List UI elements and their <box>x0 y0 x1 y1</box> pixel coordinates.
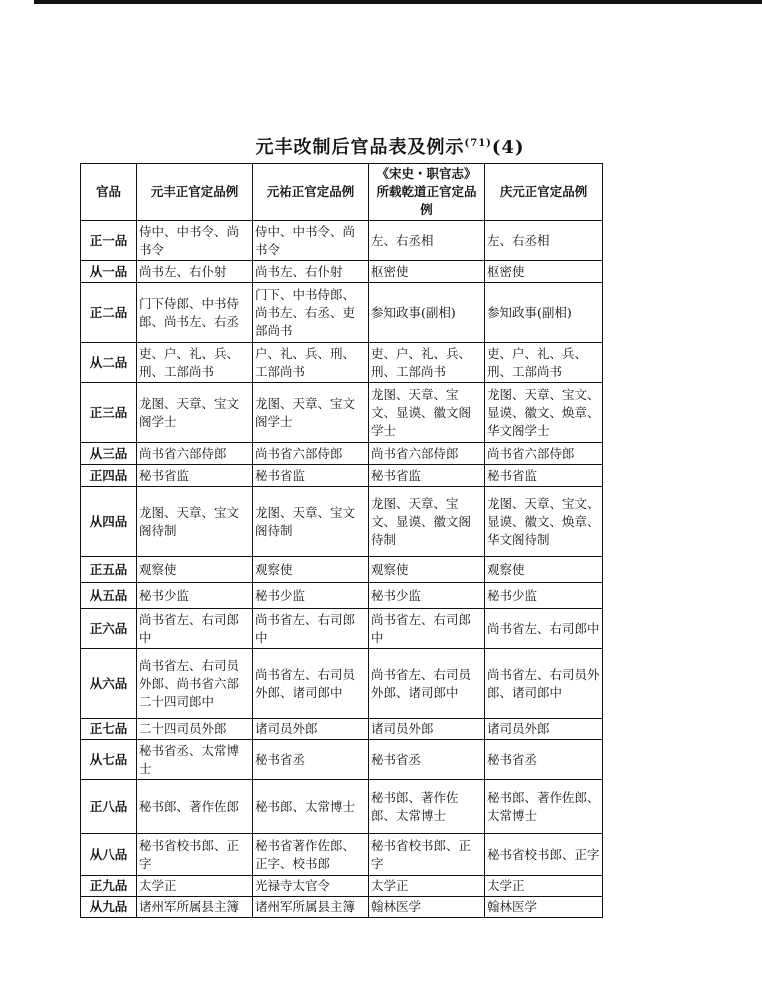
example-cell: 龙图、天章、宝文阁待制 <box>137 487 253 557</box>
example-cell: 秘书省丞 <box>369 740 485 780</box>
table-title <box>160 133 620 159</box>
official-rank-table <box>80 163 603 918</box>
example-cell: 龙图、天章、宝文阁学士 <box>137 383 253 443</box>
table-row <box>81 443 603 465</box>
example-cell: 尚书左、右仆射 <box>253 261 369 283</box>
rank-cell: 从七品 <box>81 740 137 780</box>
example-cell: 参知政事(副相) <box>485 283 603 343</box>
example-cell: 观察使 <box>137 557 253 583</box>
table-row <box>81 609 603 649</box>
example-cell: 秘书省校书郎、正字 <box>485 834 603 876</box>
example-cell: 秘书省校书郎、正字 <box>137 834 253 876</box>
title-footnote: (71) <box>464 138 492 149</box>
example-cell: 尚书左、右仆射 <box>137 261 253 283</box>
example-cell: 秘书郎、著作佐郎、太常博士 <box>485 780 603 834</box>
example-cell: 尚书省左、右司员外郎、诸司郎中 <box>485 649 603 719</box>
rank-cell: 正七品 <box>81 719 137 740</box>
example-cell: 观察使 <box>369 557 485 583</box>
rank-cell: 正六品 <box>81 609 137 649</box>
table-row <box>81 780 603 834</box>
rank-cell: 从五品 <box>81 583 137 609</box>
table-row <box>81 557 603 583</box>
example-cell: 太学正 <box>485 876 603 897</box>
example-cell: 太学正 <box>137 876 253 897</box>
rank-cell: 从六品 <box>81 649 137 719</box>
rank-cell: 从九品 <box>81 897 137 918</box>
rank-cell: 从三品 <box>81 443 137 465</box>
example-cell: 秘书省监 <box>253 465 369 487</box>
example-cell: 秘书省监 <box>369 465 485 487</box>
table-row <box>81 719 603 740</box>
table-row <box>81 834 603 876</box>
example-cell: 二十四司员外郎 <box>137 719 253 740</box>
rank-cell: 从二品 <box>81 343 137 383</box>
example-cell: 秘书郎、太常博士 <box>253 780 369 834</box>
header-qiandao: 《宋史・职官志》所载乾道正官定品例 <box>369 164 485 221</box>
example-cell: 参知政事(副相) <box>369 283 485 343</box>
rank-cell: 正三品 <box>81 383 137 443</box>
example-cell: 秘书省丞、太常博士 <box>137 740 253 780</box>
table-row <box>81 876 603 897</box>
example-cell: 尚书省左、右司员外郎、诸司郎中 <box>369 649 485 719</box>
example-cell: 龙图、天章、宝文阁学士 <box>253 383 369 443</box>
example-cell: 枢密使 <box>369 261 485 283</box>
example-cell: 尚书省左、右司郎中 <box>253 609 369 649</box>
table-row <box>81 221 603 261</box>
example-cell: 翰林医学 <box>369 897 485 918</box>
example-cell: 尚书省左、右司郎中 <box>485 609 603 649</box>
example-cell: 秘书省监 <box>137 465 253 487</box>
example-cell: 秘书少监 <box>485 583 603 609</box>
rank-cell: 正八品 <box>81 780 137 834</box>
example-cell: 户、礼、兵、刑、工部尚书 <box>253 343 369 383</box>
example-cell: 观察使 <box>253 557 369 583</box>
rank-cell: 正五品 <box>81 557 137 583</box>
header-rank: 官品 <box>81 164 137 221</box>
title-text: 元丰改制后官品表及例示 <box>255 137 465 158</box>
header-qingyuan: 庆元正官定品例 <box>485 164 603 221</box>
example-cell: 门下、中书侍郎、尚书左、右丞、吏部尚书 <box>253 283 369 343</box>
example-cell: 诸司员外郎 <box>253 719 369 740</box>
example-cell: 左、右丞相 <box>485 221 603 261</box>
rank-cell: 正一品 <box>81 221 137 261</box>
example-cell: 秘书郎、著作佐郎 <box>137 780 253 834</box>
table-row <box>81 897 603 918</box>
table-body <box>81 221 603 918</box>
rank-cell: 正四品 <box>81 465 137 487</box>
example-cell: 尚书省左、右司郎中 <box>369 609 485 649</box>
example-cell: 吏、户、礼、兵、刑、工部尚书 <box>485 343 603 383</box>
example-cell: 秘书省校书郎、正字 <box>369 834 485 876</box>
example-cell: 龙图、天章、宝文、显谟、徽文阁学士 <box>369 383 485 443</box>
table-row <box>81 465 603 487</box>
example-cell: 秘书少监 <box>253 583 369 609</box>
table-row <box>81 343 603 383</box>
table-row <box>81 283 603 343</box>
example-cell: 尚书省六部侍郎 <box>369 443 485 465</box>
example-cell: 太学正 <box>369 876 485 897</box>
example-cell: 龙图、天章、宝文、显谟、徽文、焕章、华文阁学士 <box>485 383 603 443</box>
header-yuanyou: 元祐正官定品例 <box>253 164 369 221</box>
top-border-line <box>34 0 762 4</box>
table-row <box>81 740 603 780</box>
example-cell: 尚书省六部侍郎 <box>137 443 253 465</box>
example-cell: 秘书省丞 <box>253 740 369 780</box>
example-cell: 秘书省丞 <box>485 740 603 780</box>
example-cell: 尚书省左、右司员外郎、尚书省六部二十四司郎中 <box>137 649 253 719</box>
example-cell: 尚书省左、右司员外郎、诸司郎中 <box>253 649 369 719</box>
example-cell: 秘书郎、著作佐郎、太常博士 <box>369 780 485 834</box>
table-row <box>81 649 603 719</box>
example-cell: 秘书少监 <box>137 583 253 609</box>
example-cell: 龙图、天章、宝文、显谟、徽文、焕章、华文阁待制 <box>485 487 603 557</box>
example-cell: 侍中、中书令、尚书令 <box>253 221 369 261</box>
example-cell: 诸州军所属县主簿 <box>137 897 253 918</box>
example-cell: 诸司员外郎 <box>369 719 485 740</box>
table-header-row <box>81 164 603 221</box>
example-cell: 秘书少监 <box>369 583 485 609</box>
example-cell: 枢密使 <box>485 261 603 283</box>
example-cell: 吏、户、礼、兵、刑、工部尚书 <box>369 343 485 383</box>
title-suffix: (4) <box>491 137 525 158</box>
rank-cell: 正二品 <box>81 283 137 343</box>
example-cell: 尚书省六部侍郎 <box>485 443 603 465</box>
example-cell: 左、右丞相 <box>369 221 485 261</box>
example-cell: 观察使 <box>485 557 603 583</box>
table-row <box>81 487 603 557</box>
example-cell: 尚书省左、右司郎中 <box>137 609 253 649</box>
table-row <box>81 261 603 283</box>
example-cell: 尚书省六部侍郎 <box>253 443 369 465</box>
example-cell: 光禄寺太官令 <box>253 876 369 897</box>
table-row <box>81 383 603 443</box>
example-cell: 秘书省著作佐郎、正字、校书郎 <box>253 834 369 876</box>
example-cell: 诸州军所属县主簿 <box>253 897 369 918</box>
header-yuanfeng: 元丰正官定品例 <box>137 164 253 221</box>
example-cell: 龙图、天章、宝文、显谟、徽文阁待制 <box>369 487 485 557</box>
rank-cell: 从一品 <box>81 261 137 283</box>
example-cell: 吏、户、礼、兵、刑、工部尚书 <box>137 343 253 383</box>
example-cell: 侍中、中书令、尚书令 <box>137 221 253 261</box>
example-cell: 诸司员外郎 <box>485 719 603 740</box>
example-cell: 门下侍郎、中书侍郎、尚书左、右丞 <box>137 283 253 343</box>
rank-cell: 从四品 <box>81 487 137 557</box>
example-cell: 龙图、天章、宝文阁待制 <box>253 487 369 557</box>
example-cell: 秘书省监 <box>485 465 603 487</box>
table-row <box>81 583 603 609</box>
rank-cell: 正九品 <box>81 876 137 897</box>
rank-cell: 从八品 <box>81 834 137 876</box>
example-cell: 翰林医学 <box>485 897 603 918</box>
